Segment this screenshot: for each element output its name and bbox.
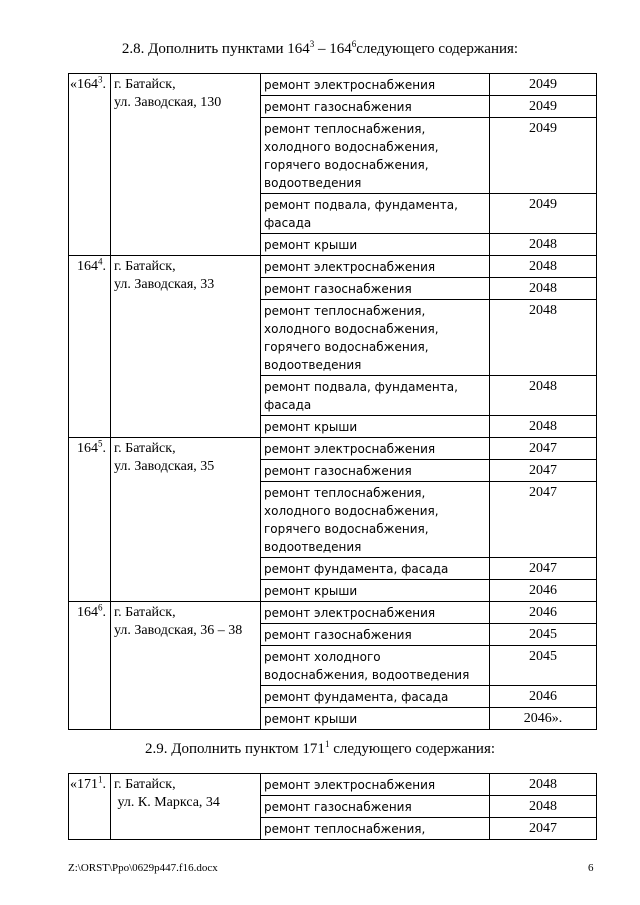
item-number: [69, 774, 111, 840]
work-type-cell: ремонт газоснабжения: [261, 796, 490, 818]
year-cell: 2048: [490, 278, 597, 300]
heading-superscript: 3: [309, 39, 315, 49]
year-cell: 2047: [490, 818, 597, 840]
address-cell: [111, 602, 261, 730]
table-row: [69, 74, 597, 96]
year-cell: 2048: [490, 256, 597, 278]
item-number-text: 164: [77, 259, 98, 274]
year-cell: 2048: [490, 376, 597, 416]
footer-page-number: 6: [588, 862, 594, 874]
year-cell: 2048: [490, 300, 597, 376]
year-cell: 2047: [490, 460, 597, 482]
address-city: г. Батайск,: [114, 605, 176, 620]
year-cell: 2045: [490, 646, 597, 686]
address-cell: [111, 438, 261, 602]
heading-text: 2.9. Дополнить пунктом 171: [144, 741, 325, 757]
heading-text: следующего содержания:: [356, 41, 519, 57]
item-number-suffix: .: [102, 77, 106, 92]
year-cell: 2046».: [490, 708, 597, 730]
item-number: [69, 74, 111, 256]
address-cell: [111, 774, 261, 840]
work-type-cell: ремонт газоснабжения: [261, 278, 490, 300]
work-type-cell: ремонт теплоснабжения, холодного водоснабжения, горячего водоснабжения, водоотведения: [261, 482, 490, 558]
year-cell: 2048: [490, 774, 597, 796]
address-street: ул. Заводская, 33: [114, 277, 215, 292]
section-heading-2-8: [0, 40, 640, 58]
table-row: [69, 774, 597, 796]
year-cell: 2046: [490, 602, 597, 624]
year-cell: 2049: [490, 74, 597, 96]
repair-schedule-table-1: [68, 73, 597, 730]
work-type-cell: ремонт газоснабжения: [261, 460, 490, 482]
table-row: [69, 256, 597, 278]
item-number-suffix: .: [102, 605, 106, 620]
address-street: ул. Заводская, 35: [114, 459, 215, 474]
year-cell: 2046: [490, 686, 597, 708]
work-type-cell: ремонт электроснабжения: [261, 438, 490, 460]
item-number-superscript: 3: [98, 74, 103, 85]
work-type-cell: ремонт электроснабжения: [261, 602, 490, 624]
year-cell: 2049: [490, 194, 597, 234]
work-type-cell: ремонт газоснабжения: [261, 96, 490, 118]
heading-superscript: 1: [324, 739, 330, 749]
work-type-cell: ремонт фундамента, фасада: [261, 558, 490, 580]
section-heading-2-9: [0, 740, 640, 758]
year-cell: 2049: [490, 96, 597, 118]
work-type-cell: ремонт электроснабжения: [261, 256, 490, 278]
year-cell: 2047: [490, 482, 597, 558]
address-street: ул. Заводская, 130: [114, 95, 222, 110]
heading-superscript: 6: [351, 39, 357, 49]
item-number: [69, 438, 111, 602]
address-cell: [111, 74, 261, 256]
address-city: г. Батайск,: [114, 777, 176, 792]
work-type-cell: ремонт теплоснабжения, холодного водоснабжения, горячего водоснабжения, водоотведения: [261, 300, 490, 376]
heading-text: – 164: [314, 41, 352, 57]
address-city: г. Батайск,: [114, 441, 176, 456]
address-street: ул. Заводская, 36 – 38: [114, 623, 243, 638]
work-type-cell: ремонт теплоснабжения, холодного водоснабжения, горячего водоснабжения, водоотведения: [261, 118, 490, 194]
item-number: [69, 256, 111, 438]
year-cell: 2048: [490, 796, 597, 818]
year-cell: 2046: [490, 580, 597, 602]
year-cell: 2047: [490, 438, 597, 460]
work-type-cell: ремонт теплоснабжения,: [261, 818, 490, 840]
item-number-superscript: 4: [98, 256, 103, 267]
work-type-cell: ремонт подвала, фундамента, фасада: [261, 376, 490, 416]
year-cell: 2048: [490, 234, 597, 256]
work-type-cell: ремонт электроснабжения: [261, 774, 490, 796]
work-type-cell: ремонт электроснабжения: [261, 74, 490, 96]
work-type-cell: ремонт фундамента, фасада: [261, 686, 490, 708]
item-number-suffix: .: [102, 777, 106, 792]
item-number-text: «164: [70, 77, 98, 92]
address-street: ул. К. Маркса, 34: [114, 795, 220, 810]
address-city: г. Батайск,: [114, 259, 176, 274]
year-cell: 2049: [490, 118, 597, 194]
item-number: [69, 602, 111, 730]
item-number-text: 164: [77, 441, 98, 456]
heading-text: 2.8. Дополнить пунктами 164: [121, 41, 310, 57]
item-number-text: 164: [77, 605, 98, 620]
work-type-cell: ремонт газоснабжения: [261, 624, 490, 646]
address-cell: [111, 256, 261, 438]
year-cell: 2047: [490, 558, 597, 580]
heading-text: следующего содержания:: [329, 741, 496, 757]
year-cell: 2048: [490, 416, 597, 438]
work-type-cell: ремонт подвала, фундамента, фасада: [261, 194, 490, 234]
work-type-cell: ремонт холодного водоснабжения, водоотведения: [261, 646, 490, 686]
work-type-cell: ремонт крыши: [261, 580, 490, 602]
table-row: [69, 438, 597, 460]
table-row: [69, 602, 597, 624]
work-type-cell: ремонт крыши: [261, 416, 490, 438]
year-cell: 2045: [490, 624, 597, 646]
work-type-cell: ремонт крыши: [261, 708, 490, 730]
item-number-superscript: 6: [98, 602, 103, 613]
item-number-suffix: .: [102, 441, 106, 456]
repair-schedule-table-2: [68, 773, 597, 840]
item-number-superscript: 1: [98, 774, 103, 785]
work-type-cell: ремонт крыши: [261, 234, 490, 256]
item-number-text: «171: [70, 777, 98, 792]
item-number-superscript: 5: [98, 438, 103, 449]
item-number-suffix: .: [102, 259, 106, 274]
address-city: г. Батайск,: [114, 77, 176, 92]
footer-file-path: Z:\ORST\Ppo\0629p447.f16.docx: [68, 862, 218, 874]
